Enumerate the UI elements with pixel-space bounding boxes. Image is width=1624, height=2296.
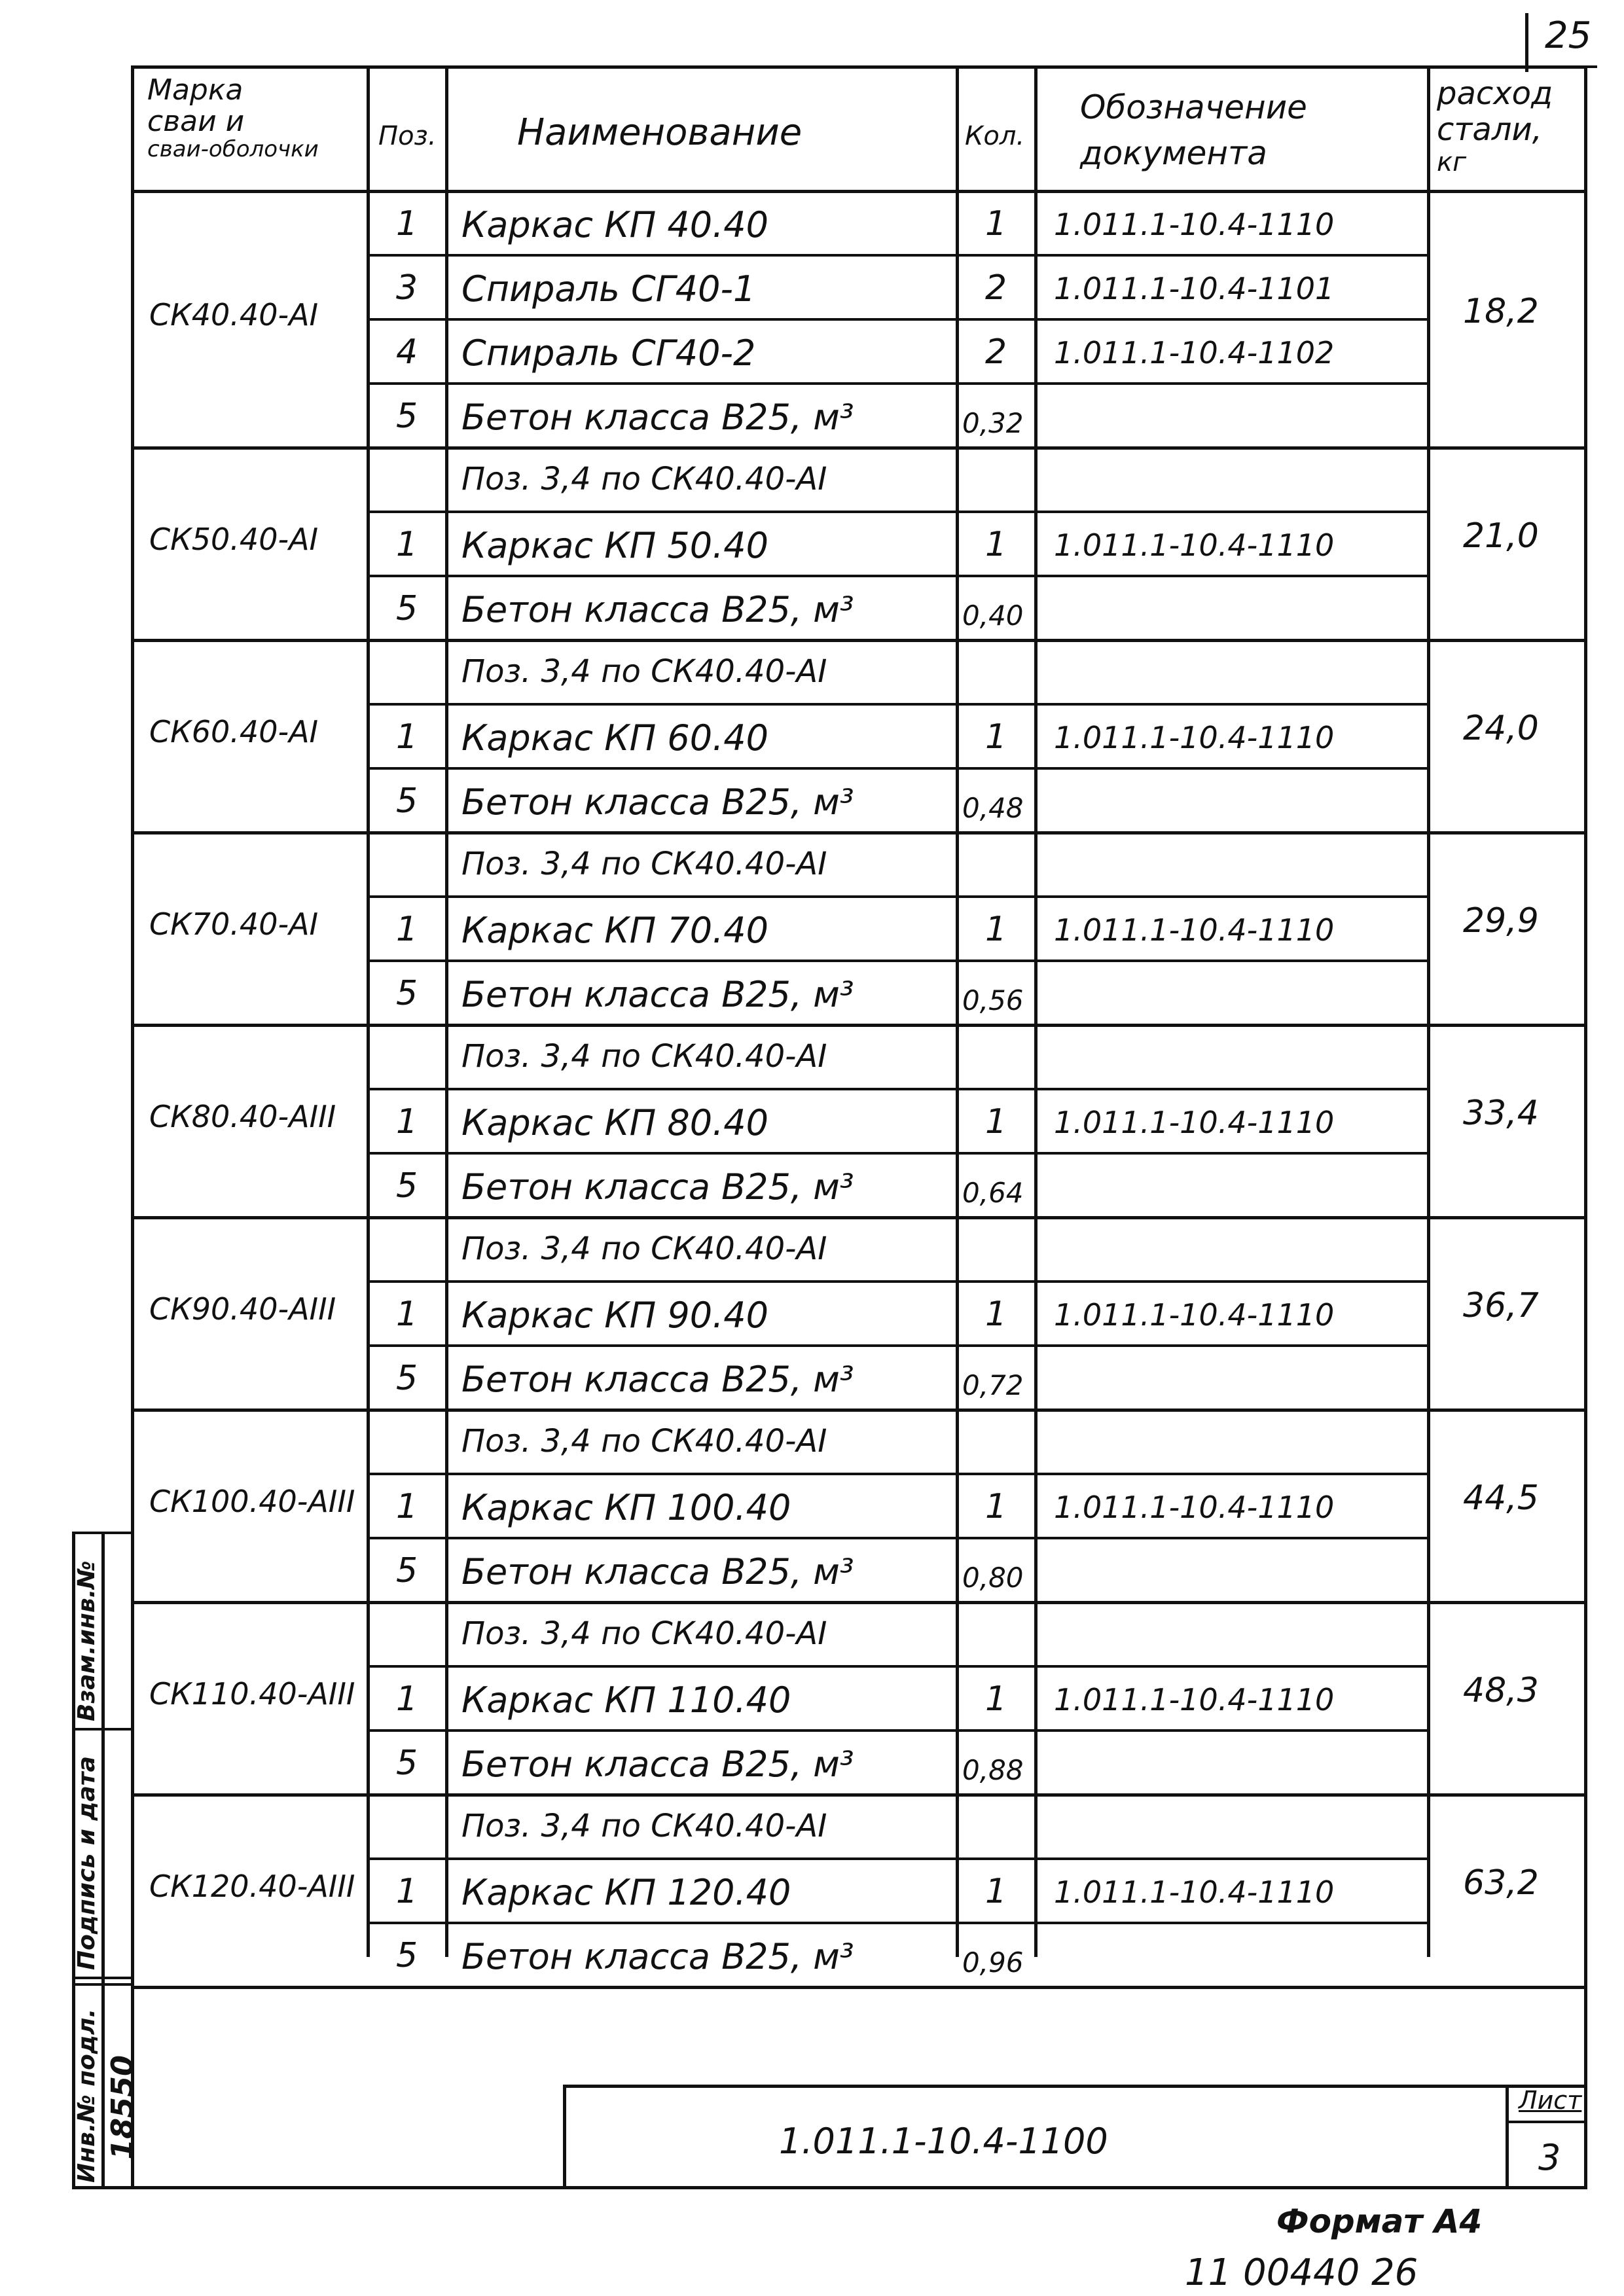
row-divider (367, 1729, 1430, 1732)
group-mark: СК90.40-АIII (149, 1291, 336, 1327)
title-sheet-number: 3 (1538, 2137, 1561, 2178)
row-divider (367, 511, 1430, 513)
row-pos: 5 (396, 974, 418, 1013)
row-divider (367, 1280, 1430, 1283)
title-designation: 1.011.1-10.4-1100 (779, 2121, 1108, 2162)
row-doc: 1.011.1-10.4-1110 (1054, 207, 1335, 242)
row-name: Спираль СГ40-2 (461, 332, 756, 374)
row-pos: 4 (396, 332, 418, 372)
row-name: Поз. 3,4 по СК40.40-АI (461, 1808, 827, 1844)
row-pos: 5 (396, 1744, 418, 1783)
row-divider (367, 1922, 1430, 1924)
column-divider-steel (1427, 65, 1430, 1957)
frame-left (131, 65, 134, 2186)
group-divider (131, 1024, 1587, 1027)
row-pos: 1 (396, 1295, 418, 1334)
row-name: Каркас КП 60.40 (461, 717, 768, 759)
stamp-div-3 (72, 1977, 134, 1979)
header-qty: Кол. (965, 121, 1025, 151)
row-name: Каркас КП 110.40 (461, 1679, 791, 1721)
row-divider (367, 1344, 1430, 1347)
column-divider (367, 65, 370, 1957)
row-name: Каркас КП 100.40 (461, 1487, 791, 1528)
row-name: Поз. 3,4 по СК40.40-АI (461, 1038, 827, 1075)
header-mark-line: Марка (147, 73, 244, 107)
row-qty: 0,96 (962, 1946, 1024, 1979)
group-mark: СК50.40-АI (149, 522, 319, 557)
row-name: Бетон класса В25, м³ (461, 974, 854, 1015)
header-steel-line: стали, (1437, 111, 1542, 148)
row-name: Бетон класса В25, м³ (461, 781, 854, 823)
row-divider (367, 575, 1430, 577)
row-doc: 1.011.1-10.4-1101 (1054, 271, 1335, 306)
row-name: Поз. 3,4 по СК40.40-АI (461, 846, 827, 882)
row-doc: 1.011.1-10.4-1110 (1054, 912, 1335, 948)
row-pos: 1 (396, 1679, 418, 1719)
row-pos: 1 (396, 1487, 418, 1526)
format-label: Формат А4 (1276, 2202, 1483, 2240)
row-name: Поз. 3,4 по СК40.40-АI (461, 1230, 827, 1267)
row-divider (367, 254, 1430, 257)
group-divider (131, 831, 1587, 834)
row-divider (367, 1665, 1430, 1668)
group-steel: 24,0 (1463, 709, 1539, 748)
row-divider (367, 1152, 1430, 1155)
row-pos: 3 (396, 268, 418, 308)
row-divider (367, 703, 1430, 706)
row-pos: 5 (396, 1166, 418, 1206)
row-qty: 1 (985, 1102, 1007, 1141)
row-pos: 1 (396, 1102, 418, 1141)
row-pos: 5 (396, 1936, 418, 1975)
row-name: Бетон класса В25, м³ (461, 1166, 854, 1208)
row-pos: 1 (396, 717, 418, 757)
row-pos: 5 (396, 781, 418, 821)
column-divider (1034, 65, 1038, 1957)
header-pos: Поз. (378, 121, 437, 151)
row-divider (367, 767, 1430, 770)
row-name: Бетон класса В25, м³ (461, 397, 854, 438)
row-name: Поз. 3,4 по СК40.40-АI (461, 461, 827, 497)
row-qty: 1 (985, 525, 1007, 564)
column-divider (956, 65, 959, 1957)
row-pos: 5 (396, 1551, 418, 1590)
row-doc: 1.011.1-10.4-1110 (1054, 720, 1335, 755)
group-mark: СК120.40-АIII (149, 1869, 355, 1904)
row-qty: 1 (985, 204, 1007, 243)
row-doc: 1.011.1-10.4-1110 (1054, 1874, 1335, 1910)
page-number: 25 (1545, 14, 1592, 57)
header-steel-line: расход (1437, 75, 1553, 112)
group-mark: СК60.40-АI (149, 714, 319, 749)
group-divider (131, 639, 1587, 642)
row-doc: 1.011.1-10.4-1110 (1054, 1297, 1335, 1333)
row-pos: 1 (396, 1872, 418, 1911)
group-divider (131, 1986, 1587, 1989)
group-steel: 33,4 (1463, 1094, 1539, 1133)
group-mark: СК40.40-АI (149, 297, 319, 332)
group-steel: 29,9 (1463, 901, 1539, 941)
group-mark: СК80.40-АIII (149, 1099, 336, 1134)
row-qty: 0,56 (962, 984, 1024, 1016)
row-name: Каркас КП 70.40 (461, 910, 768, 951)
header-doc-line: Обозначение (1080, 88, 1307, 126)
row-divider (367, 1473, 1430, 1475)
row-qty: 0,64 (962, 1177, 1024, 1209)
row-name: Каркас КП 80.40 (461, 1102, 768, 1143)
row-qty: 0,80 (962, 1562, 1024, 1594)
row-divider (367, 1537, 1430, 1539)
row-qty: 0,72 (962, 1369, 1024, 1401)
group-divider (131, 446, 1587, 450)
row-qty: 1 (985, 1679, 1007, 1719)
row-name: Бетон класса В25, м³ (461, 589, 854, 630)
frame-bottom (72, 2186, 1587, 2189)
row-pos: 1 (396, 910, 418, 949)
group-mark: СК70.40-АI (149, 906, 319, 942)
group-divider (131, 1601, 1587, 1604)
column-divider (445, 65, 448, 1957)
group-mark: СК100.40-АIII (149, 1484, 355, 1519)
stamp-sign-date-label: Подпись и дата (73, 1756, 100, 1970)
row-qty: 0,32 (962, 407, 1024, 439)
title-sheet-label: Лист (1519, 2086, 1582, 2115)
row-qty: 0,48 (962, 792, 1024, 824)
row-doc: 1.011.1-10.4-1110 (1054, 1490, 1335, 1525)
stamp-inv-number: 18550 (105, 2054, 140, 2160)
row-name: Поз. 3,4 по СК40.40-АI (461, 1423, 827, 1460)
row-divider (367, 318, 1430, 321)
row-name: Спираль СГ40-1 (461, 268, 756, 310)
row-doc: 1.011.1-10.4-1102 (1054, 335, 1335, 370)
row-pos: 1 (396, 525, 418, 564)
row-doc: 1.011.1-10.4-1110 (1054, 528, 1335, 563)
row-qty: 1 (985, 1872, 1007, 1911)
stamp-div-2 (72, 1983, 134, 1986)
row-qty: 0,88 (962, 1754, 1024, 1786)
row-pos: 5 (396, 589, 418, 628)
row-divider (367, 960, 1430, 962)
group-steel: 18,2 (1463, 292, 1539, 331)
row-qty: 2 (985, 332, 1007, 372)
row-name: Каркас КП 40.40 (461, 204, 768, 245)
group-divider (131, 1793, 1587, 1797)
row-name: Бетон класса В25, м³ (461, 1359, 854, 1400)
row-doc: 1.011.1-10.4-1110 (1054, 1682, 1335, 1717)
frame-right (1584, 65, 1587, 2186)
row-qty: 1 (985, 717, 1007, 757)
frame-top (131, 65, 1587, 69)
header-name: Наименование (517, 111, 803, 154)
row-divider (367, 1088, 1430, 1090)
group-mark: СК110.40-АIII (149, 1676, 355, 1712)
row-name: Бетон класса В25, м³ (461, 1936, 854, 1977)
row-divider (367, 895, 1430, 898)
stamp-inv-orig-label: Инв.№ подл. (73, 2008, 100, 2183)
group-divider (131, 1216, 1587, 1219)
group-steel: 48,3 (1463, 1671, 1539, 1710)
row-divider (367, 382, 1430, 385)
title-left (563, 2085, 566, 2186)
header-bottom-line (131, 190, 1587, 193)
stamp-inv-replace-label: Взам.инв.№ (73, 1560, 100, 1721)
group-divider (131, 1408, 1587, 1412)
title-sheet-divider (1506, 2085, 1509, 2186)
row-name: Каркас КП 90.40 (461, 1295, 768, 1336)
row-qty: 0,40 (962, 600, 1024, 632)
row-qty: 2 (985, 268, 1007, 308)
page-number-divider (1525, 13, 1528, 72)
row-qty: 1 (985, 1487, 1007, 1526)
row-name: Каркас КП 120.40 (461, 1872, 791, 1913)
row-name: Каркас КП 50.40 (461, 525, 768, 566)
stamp-div-1 (72, 1728, 134, 1731)
footer-code: 11 00440 26 (1185, 2251, 1418, 2294)
row-divider (367, 1857, 1430, 1860)
row-name: Поз. 3,4 по СК40.40-АI (461, 1615, 827, 1652)
row-doc: 1.011.1-10.4-1110 (1054, 1105, 1335, 1140)
row-pos: 5 (396, 1359, 418, 1398)
row-pos: 5 (396, 397, 418, 436)
row-name: Бетон класса В25, м³ (461, 1551, 854, 1592)
row-pos: 1 (396, 204, 418, 243)
row-name: Поз. 3,4 по СК40.40-АI (461, 653, 827, 690)
stamp-top (72, 1532, 134, 1534)
group-steel: 63,2 (1463, 1863, 1539, 1903)
header-steel-line: кг (1437, 147, 1467, 177)
header-doc-line: документа (1080, 134, 1267, 172)
group-steel: 44,5 (1463, 1479, 1539, 1518)
header-mark-line: сваи и (147, 105, 245, 138)
row-qty: 1 (985, 910, 1007, 949)
header-mark-line: сваи-оболочки (147, 136, 319, 162)
title-sheet-row (1506, 2121, 1584, 2123)
row-qty: 1 (985, 1295, 1007, 1334)
title-top (563, 2085, 1587, 2088)
group-steel: 36,7 (1463, 1286, 1539, 1325)
row-name: Бетон класса В25, м³ (461, 1744, 854, 1785)
group-steel: 21,0 (1463, 516, 1539, 556)
